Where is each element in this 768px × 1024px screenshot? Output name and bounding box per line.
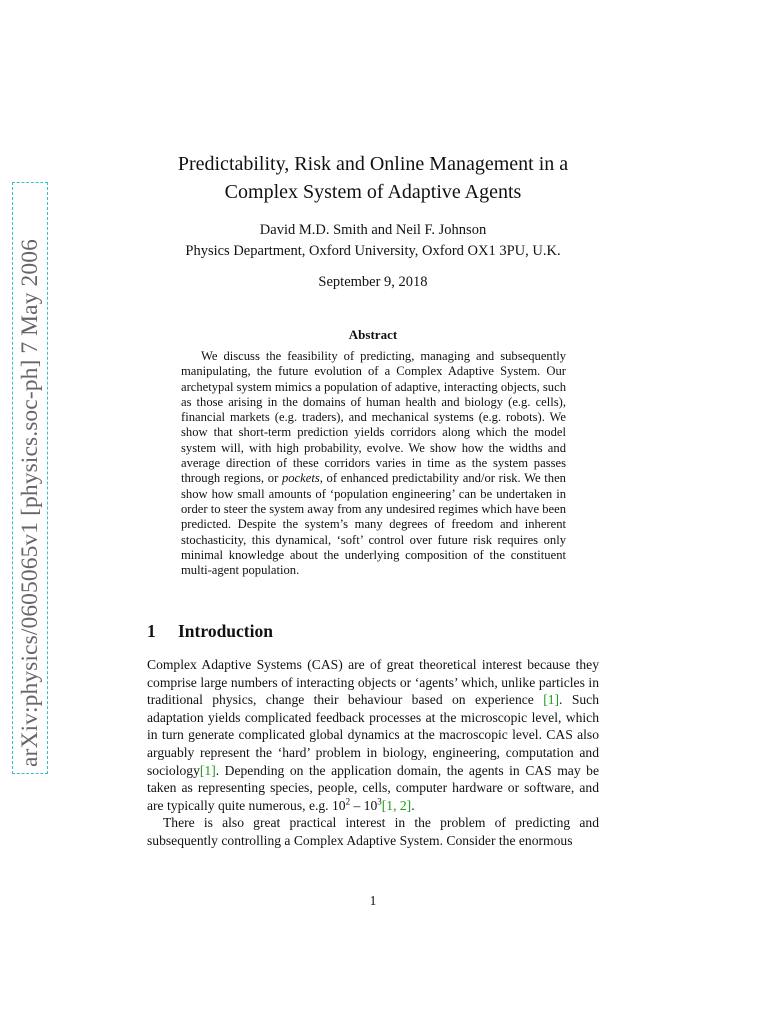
title-line-1: Predictability, Risk and Online Management in a xyxy=(177,153,569,175)
section-number: 1 xyxy=(147,621,156,641)
section-heading xyxy=(147,621,273,642)
paper-title xyxy=(0,150,746,206)
affiliation: Physics Department, Oxford University, Oxford OX1 3PU, U.K. xyxy=(185,243,561,259)
intro-text: . Depending on the application domain, the agents in CAS may be taken as representing species, people, cells, computer hardware or software, and are typically quite numerous, e.g. 10 xyxy=(147,762,599,813)
citation-link[interactable]: [1, 2] xyxy=(381,797,412,813)
abstract-heading: Abstract xyxy=(348,327,398,342)
section-title: Introduction xyxy=(178,621,273,641)
intro-text: Complex Adaptive Systems (CAS) are of great theoretical interest because they comprise large numbers of interacting objects or ‘agents’ which, unlike particles in traditional physics, change their behaviour based on experience xyxy=(147,657,599,708)
citation-link[interactable]: [1] xyxy=(199,762,216,778)
introduction-body xyxy=(147,656,599,850)
citation-link[interactable]: [1] xyxy=(543,692,560,708)
superscript: 3 xyxy=(377,796,382,807)
intro-paragraph-2: There is also great practical interest in the problem of predicting and subsequently controlling a Complex Adaptive System. Consider the enormous xyxy=(147,815,599,848)
intro-text: – 10 xyxy=(350,797,378,813)
intro-text: . xyxy=(411,797,415,813)
title-line-2: Complex System of Adaptive Agents xyxy=(224,181,522,203)
abstract-text-2: , of enhanced predictability and/or risk. We then show how small amounts of ‘population engineering’ can be undertaken in order to steer the system away from any undesired regimes which have been predicted. Despite the system’s many degrees of freedom and inherent stochasticity, this dynamical, ‘soft’ control over future risk requires only minimal knowledge about the underlying composition of the constituent multi-agent population. xyxy=(181,471,566,578)
intro-paragraph-1 xyxy=(147,656,599,814)
authors: David M.D. Smith and Neil F. Johnson xyxy=(259,222,487,238)
arxiv-identifier: arXiv:physics/0605065v1 [physics.soc-ph] 7 May 2006 xyxy=(17,239,43,767)
date: September 9, 2018 xyxy=(318,274,428,290)
intro-text: . Such adaptation yields complicated feedback processes at the microscopic level, which in turn generate complicated global dynamics at the macroscopic level. CAS also arguably represent the ‘hard’ problem in biology, engineering, computation and sociology xyxy=(147,692,600,778)
superscript: 2 xyxy=(345,796,351,807)
abstract-body xyxy=(181,349,566,578)
page-number: 1 xyxy=(369,893,377,908)
abstract-emphasis: pockets xyxy=(281,471,320,486)
abstract-text-1: We discuss the feasibility of predicting, managing and subsequently manipulating, the future evolution of a Complex Adaptive System. Our archetypal system mimics a population of adaptive, interacting objects, such as those arising in the domains of human health and biology (e.g. cells), financial markets (e.g. traders), and mechanical systems (e.g. robots). We show that short-term prediction yields corridors along which the model system will, with high probability, evolve. We show how the widths and average direction of these corridors varies in time as the system passes through regions, or xyxy=(181,349,566,486)
